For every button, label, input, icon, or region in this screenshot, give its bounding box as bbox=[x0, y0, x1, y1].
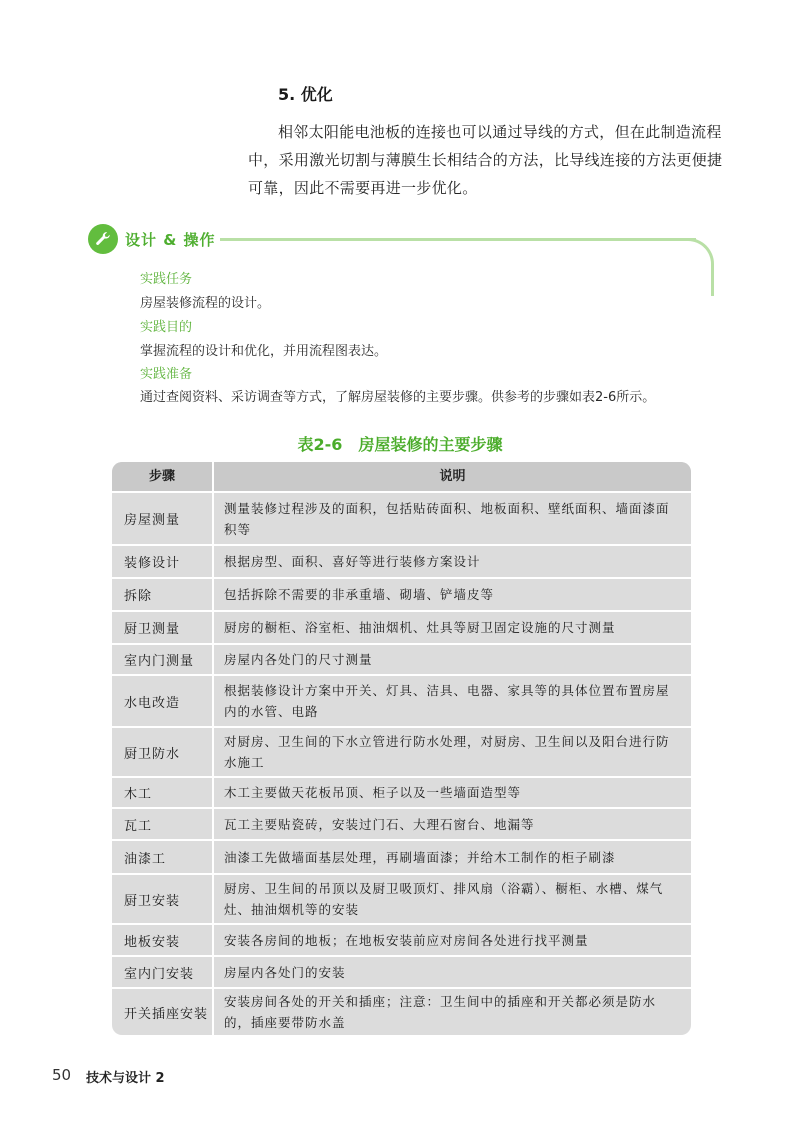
table-header bbox=[112, 462, 691, 491]
header-desc: 说明 bbox=[439, 469, 466, 484]
table-row bbox=[112, 491, 691, 544]
column-divider bbox=[212, 462, 214, 1035]
row-desc: 安装房间各处的开关和插座；注意：卫生间中的插座和开关都必须是防水的，插座要带防水盖 bbox=[224, 994, 657, 1030]
design-box-corner bbox=[680, 238, 714, 296]
row-desc: 房屋内各处门的尺寸测量 bbox=[224, 652, 373, 667]
practice-label-task: 实践任务 bbox=[140, 272, 193, 287]
practice-text-prep: 通过查阅资料、采访调查等方式，了解房屋装修的主要步骤。供参考的步骤如表2-6所示。 bbox=[140, 390, 656, 405]
table-row bbox=[112, 776, 691, 807]
row-desc: 厨房的橱柜、浴室柜、抽油烟机、灶具等厨卫固定设施的尺寸测量 bbox=[224, 620, 616, 635]
row-step: 室内门测量 bbox=[124, 654, 195, 669]
row-desc: 厨房、卫生间的吊顶以及厨卫吸顶灯、排风扇（浴霸）、橱柜、水槽、煤气灶、抽油烟机等的安装 bbox=[224, 881, 664, 917]
row-step: 瓦工 bbox=[124, 818, 153, 834]
row-desc: 根据装修设计方案中开关、灯具、洁具、电器、家具等的具体位置布置房屋内的水管、电路 bbox=[224, 683, 670, 719]
header-step: 步骤 bbox=[148, 469, 175, 484]
design-box-title: 设计 & 操作 bbox=[125, 231, 216, 249]
table-row bbox=[112, 873, 691, 923]
design-box-rule bbox=[220, 238, 696, 241]
row-step: 地板安装 bbox=[124, 934, 181, 950]
page-number: 50 bbox=[52, 1066, 72, 1084]
row-desc: 油漆工先做墙面基层处理，再刷墙面漆；并给木工制作的柜子刷漆 bbox=[224, 849, 616, 865]
row-step: 厨卫安装 bbox=[124, 893, 181, 909]
practice-label-prep: 实践准备 bbox=[140, 367, 193, 382]
row-desc: 安装各房间的地板；在地板安装前应对房间各处进行找平测量 bbox=[224, 932, 589, 948]
table-row bbox=[112, 726, 691, 776]
table-row bbox=[112, 955, 691, 987]
practice-text-purpose: 掌握流程的设计和优化，并用流程图表达。 bbox=[140, 344, 388, 359]
row-step: 厨卫测量 bbox=[124, 622, 181, 637]
row-desc: 根据房型、面积、喜好等进行装修方案设计 bbox=[224, 554, 481, 569]
table-row bbox=[112, 807, 691, 839]
row-step: 木工 bbox=[124, 787, 153, 802]
table-row bbox=[112, 923, 691, 955]
table-row bbox=[112, 987, 691, 1035]
book-title: 技术与设计 2 bbox=[86, 1071, 165, 1086]
table-row bbox=[112, 643, 691, 674]
row-desc: 对厨房、卫生间的下水立管进行防水处理，对厨房、卫生间以及阳台进行防水施工 bbox=[224, 734, 670, 770]
row-desc: 测量装修过程涉及的面积，包括贴砖面积、地板面积、壁纸面积、墙面漆面积等 bbox=[224, 500, 670, 537]
row-desc: 包括拆除不需要的非承重墙、砌墙、铲墙皮等 bbox=[224, 587, 495, 602]
row-step: 拆除 bbox=[124, 589, 153, 604]
row-desc: 瓦工主要贴瓷砖，安装过门石、大理石窗台、地漏等 bbox=[224, 816, 535, 832]
table-row bbox=[112, 610, 691, 643]
row-step: 油漆工 bbox=[124, 851, 167, 867]
row-step: 房屋测量 bbox=[124, 513, 181, 528]
section-heading: 5. 优化 bbox=[278, 85, 333, 104]
row-step: 室内门安装 bbox=[124, 966, 195, 982]
steps-table bbox=[112, 462, 691, 1035]
row-step: 水电改造 bbox=[124, 695, 181, 711]
row-step: 装修设计 bbox=[124, 556, 181, 571]
row-step: 厨卫防水 bbox=[124, 746, 181, 762]
row-step: 开关插座安装 bbox=[124, 1006, 209, 1022]
table-row bbox=[112, 839, 691, 873]
section-paragraph: 相邻太阳能电池板的连接也可以通过导线的方式，但在此制造流程中，采用激光切割与薄膜生长相结合的方法，比导线连接的方法更便捷可靠，因此不需要再进一步优化。 bbox=[248, 123, 723, 197]
practice-label-purpose: 实践目的 bbox=[140, 320, 193, 335]
table-title: 表2-6 房屋装修的主要步骤 bbox=[297, 435, 503, 454]
table-row bbox=[112, 544, 691, 577]
practice-text-task: 房屋装修流程的设计。 bbox=[140, 296, 271, 311]
table-row bbox=[112, 577, 691, 610]
row-desc: 木工主要做天花板吊顶、柜子以及一些墙面造型等 bbox=[224, 785, 522, 800]
wrench-icon bbox=[88, 224, 118, 254]
table-row bbox=[112, 674, 691, 726]
row-desc: 房屋内各处门的安装 bbox=[224, 964, 346, 980]
